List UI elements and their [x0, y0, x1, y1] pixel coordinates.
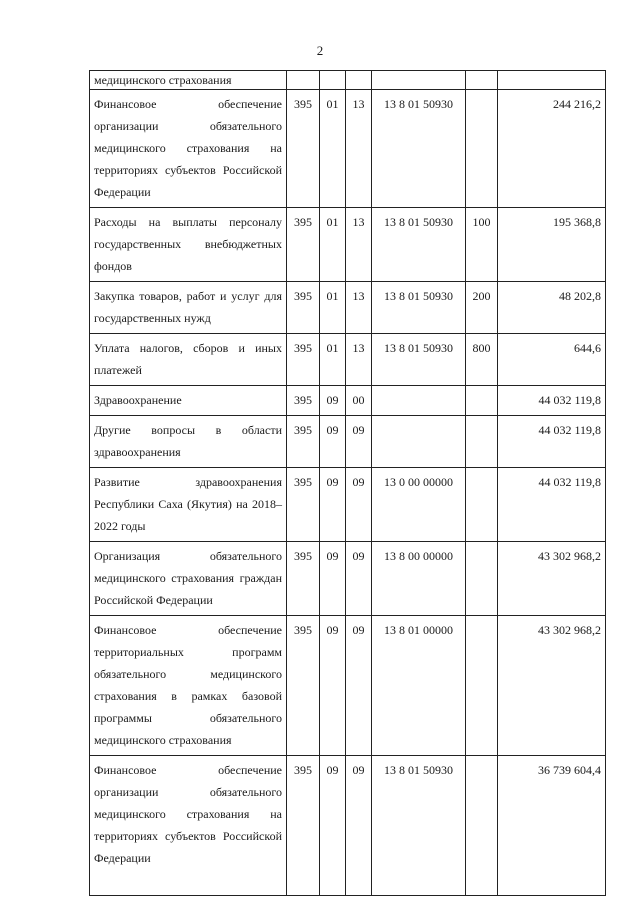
amount	[498, 71, 606, 90]
subsection-code: 13	[346, 282, 372, 334]
budget-table	[89, 70, 606, 896]
table-row	[90, 282, 606, 334]
row-description: Организация обязательного медицинского страхования граждан Российской Федерации	[90, 542, 287, 616]
ministry-code: 395	[287, 282, 320, 334]
expense-type-code: 800	[466, 334, 498, 386]
expense-type-code: 100	[466, 208, 498, 282]
ministry-code: 395	[287, 616, 320, 756]
section-code: 01	[320, 90, 346, 208]
expense-type-code	[466, 90, 498, 208]
row-description: Финансовое обеспечение организации обязательного медицинского страхования на территориях субъектов Российской Федерации	[90, 90, 287, 208]
ministry-code: 395	[287, 468, 320, 542]
expense-type-code	[466, 756, 498, 896]
subsection-code: 13	[346, 208, 372, 282]
row-description: Расходы на выплаты персоналу государственных внебюджетных фондов	[90, 208, 287, 282]
subsection-code: 13	[346, 334, 372, 386]
amount: 44 032 119,8	[498, 468, 606, 542]
row-description: Уплата налогов, сборов и иных платежей	[90, 334, 287, 386]
subsection-code: 09	[346, 416, 372, 468]
row-description: Другие вопросы в области здравоохранения	[90, 416, 287, 468]
target-article-code: 13 0 00 00000	[372, 468, 466, 542]
section-code: 01	[320, 208, 346, 282]
section-code	[320, 71, 346, 90]
row-description: Закупка товаров, работ и услуг для государственных нужд	[90, 282, 287, 334]
row-description: Финансовое обеспечение организации обязательного медицинского страхования на территориях субъектов Российской Федерации	[90, 756, 287, 896]
target-article-code: 13 8 01 50930	[372, 90, 466, 208]
row-description: медицинского страхования	[90, 71, 287, 90]
ministry-code	[287, 71, 320, 90]
target-article-code: 13 8 00 00000	[372, 542, 466, 616]
section-code: 01	[320, 282, 346, 334]
subsection-code: 09	[346, 468, 372, 542]
target-article-code	[372, 71, 466, 90]
section-code: 09	[320, 756, 346, 896]
table-row	[90, 386, 606, 416]
target-article-code: 13 8 01 00000	[372, 616, 466, 756]
expense-type-code	[466, 468, 498, 542]
expense-type-code	[466, 616, 498, 756]
expense-type-code	[466, 416, 498, 468]
target-article-code: 13 8 01 50930	[372, 756, 466, 896]
amount: 195 368,8	[498, 208, 606, 282]
expense-type-code	[466, 386, 498, 416]
target-article-code: 13 8 01 50930	[372, 282, 466, 334]
ministry-code: 395	[287, 208, 320, 282]
amount: 244 216,2	[498, 90, 606, 208]
ministry-code: 395	[287, 542, 320, 616]
amount: 644,6	[498, 334, 606, 386]
section-code: 01	[320, 334, 346, 386]
target-article-code	[372, 416, 466, 468]
subsection-code: 09	[346, 542, 372, 616]
target-article-code: 13 8 01 50930	[372, 334, 466, 386]
amount: 44 032 119,8	[498, 386, 606, 416]
row-description: Развитие здравоохранения Республики Саха (Якутия) на 2018–2022 годы	[90, 468, 287, 542]
amount: 48 202,8	[498, 282, 606, 334]
expense-type-code: 200	[466, 282, 498, 334]
subsection-code: 13	[346, 90, 372, 208]
amount: 36 739 604,4	[498, 756, 606, 896]
table-row	[90, 756, 606, 896]
expense-type-code	[466, 71, 498, 90]
table-row	[90, 468, 606, 542]
table-row	[90, 71, 606, 90]
page-number: 2	[316, 43, 324, 58]
ministry-code: 395	[287, 416, 320, 468]
table-row	[90, 334, 606, 386]
subsection-code	[346, 71, 372, 90]
amount: 43 302 968,2	[498, 542, 606, 616]
row-description: Финансовое обеспечение территориальных программ обязательного медицинского страхования в рамках базовой программы обязательного медицинского страхования	[90, 616, 287, 756]
section-code: 09	[320, 416, 346, 468]
section-code: 09	[320, 468, 346, 542]
ministry-code: 395	[287, 334, 320, 386]
ministry-code: 395	[287, 90, 320, 208]
table-row	[90, 616, 606, 756]
table-row	[90, 416, 606, 468]
subsection-code: 09	[346, 616, 372, 756]
target-article-code	[372, 386, 466, 416]
table-row	[90, 90, 606, 208]
ministry-code: 395	[287, 386, 320, 416]
ministry-code: 395	[287, 756, 320, 896]
section-code: 09	[320, 542, 346, 616]
target-article-code: 13 8 01 50930	[372, 208, 466, 282]
table-row	[90, 208, 606, 282]
section-code: 09	[320, 616, 346, 756]
amount: 43 302 968,2	[498, 616, 606, 756]
row-description: Здравоохранение	[90, 386, 287, 416]
subsection-code: 09	[346, 756, 372, 896]
table-row	[90, 542, 606, 616]
subsection-code: 00	[346, 386, 372, 416]
section-code: 09	[320, 386, 346, 416]
amount: 44 032 119,8	[498, 416, 606, 468]
expense-type-code	[466, 542, 498, 616]
